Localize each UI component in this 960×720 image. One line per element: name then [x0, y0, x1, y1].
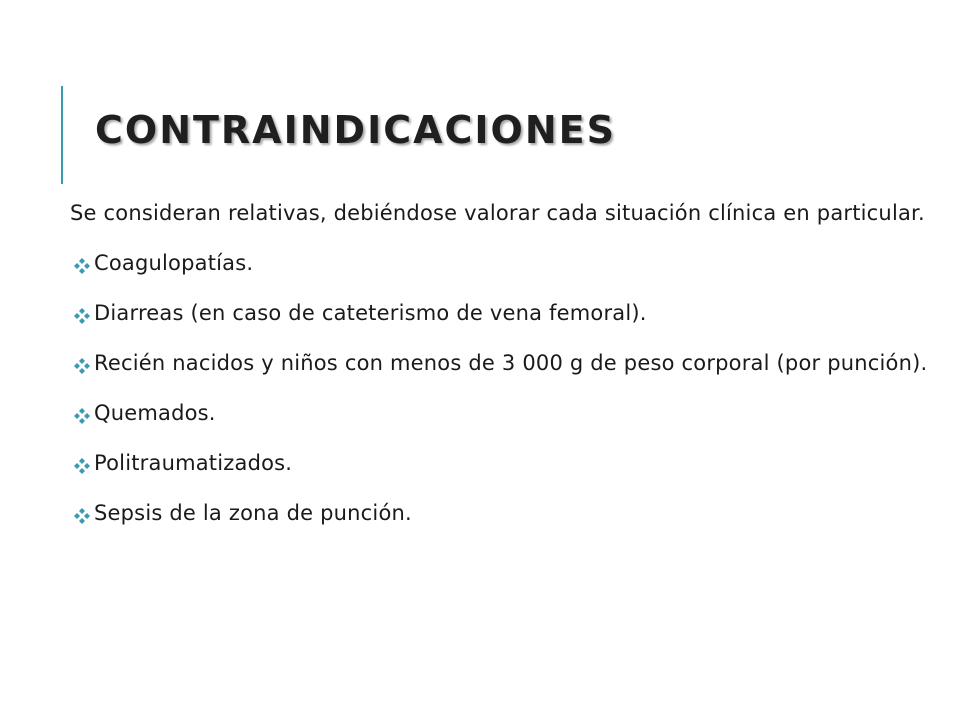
title-accent-bar	[61, 86, 63, 184]
four-diamond-bullet-icon	[74, 508, 90, 524]
slide-title: CONTRAINDICACIONES	[95, 108, 616, 152]
bullet-item	[70, 496, 930, 530]
bullet-text: Politraumatizados.	[94, 451, 293, 475]
four-diamond-bullet-icon	[74, 458, 90, 474]
slide-body	[70, 196, 930, 546]
bullet-text: Diarreas (en caso de cateterismo de vena femoral).	[94, 301, 647, 325]
four-diamond-bullet-icon	[74, 258, 90, 274]
bullet-item	[70, 246, 930, 280]
four-diamond-bullet-icon	[74, 408, 90, 424]
bullet-text: Recién nacidos y niños con menos de 3 000 g de peso corporal (por punción).	[94, 351, 928, 375]
intro-text: Se consideran relativas, debiéndose valorar cada situación clínica en particular.	[70, 201, 925, 225]
four-diamond-bullet-icon	[74, 358, 90, 374]
bullet-text: Coagulopatías.	[94, 251, 254, 275]
bullet-item	[70, 396, 930, 430]
bullet-item	[70, 296, 930, 330]
four-diamond-bullet-icon	[74, 308, 90, 324]
bullet-text: Quemados.	[94, 401, 216, 425]
bullet-text: Sepsis de la zona de punción.	[94, 501, 412, 525]
bullet-item	[70, 446, 930, 480]
bullet-item	[70, 346, 930, 380]
bullet-list	[70, 246, 930, 530]
